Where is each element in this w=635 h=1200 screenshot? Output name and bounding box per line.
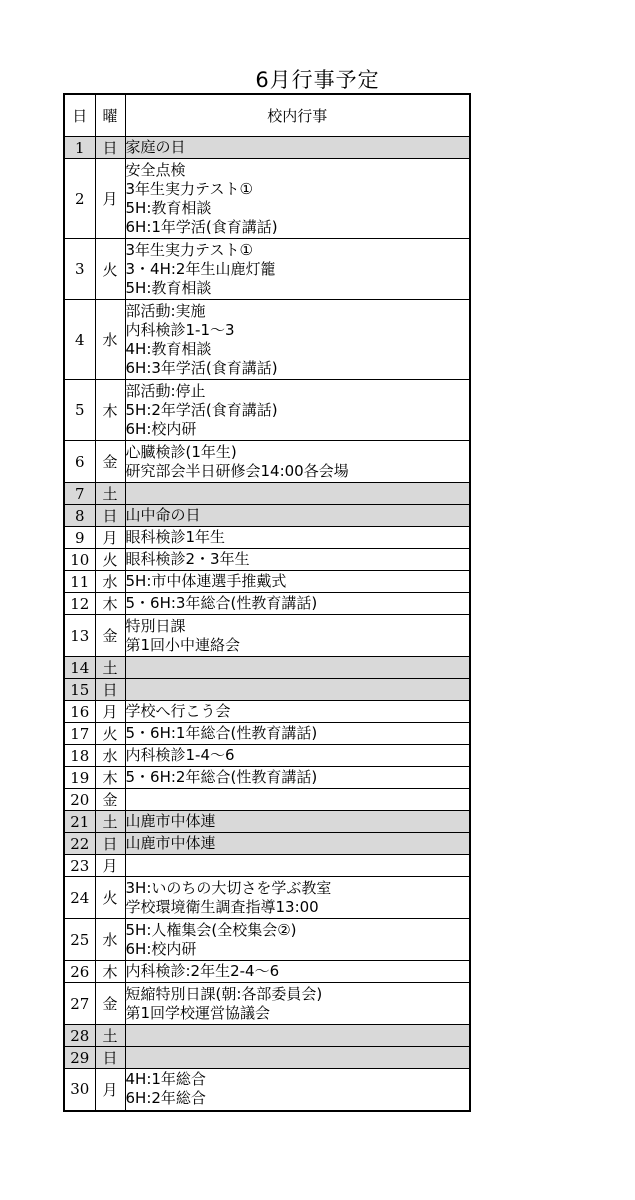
day-cell: 30 xyxy=(64,1069,95,1111)
day-cell: 5 xyxy=(64,380,95,441)
day-cell: 12 xyxy=(64,593,95,615)
header-events: 校内行事 xyxy=(125,94,470,137)
day-cell: 4 xyxy=(64,300,95,380)
event-line: 3H:いのちの大切さを学ぶ教室 xyxy=(125,878,332,897)
weekday-cell: 木 xyxy=(95,767,125,789)
day-cell: 24 xyxy=(64,877,95,919)
table-row xyxy=(64,789,470,811)
day-cell: 29 xyxy=(64,1047,95,1069)
table-row xyxy=(64,505,470,527)
table-row xyxy=(64,159,470,239)
table-row xyxy=(64,679,470,701)
events-cell xyxy=(125,789,470,811)
day-cell: 11 xyxy=(64,571,95,593)
event-line: 4H:1年総合 xyxy=(125,1070,206,1089)
day-cell: 26 xyxy=(64,961,95,983)
schedule-table xyxy=(63,93,471,1112)
event-line: 特別日課 xyxy=(125,616,186,635)
weekday-cell: 水 xyxy=(95,571,125,593)
event-line: 内科検診:2年生2-4～6 xyxy=(125,962,280,980)
page-title: 6月行事予定 xyxy=(255,68,380,92)
weekday-cell: 金 xyxy=(95,615,125,657)
weekday-cell: 土 xyxy=(95,483,125,505)
day-cell: 28 xyxy=(64,1025,95,1047)
events-cell xyxy=(125,380,470,441)
weekday-cell: 水 xyxy=(95,919,125,961)
event-line: 内科検診1-4～6 xyxy=(125,746,235,764)
table-row xyxy=(64,877,470,919)
event-line: 6H:1年学活(食育講話) xyxy=(125,217,278,236)
weekday-cell: 日 xyxy=(95,137,125,159)
events-cell xyxy=(125,919,470,961)
event-line: 5・6H:2年総合(性教育講話) xyxy=(125,768,318,786)
table-header-row xyxy=(64,94,470,137)
events-cell xyxy=(125,679,470,701)
weekday-cell: 木 xyxy=(95,961,125,983)
weekday-cell: 土 xyxy=(95,1025,125,1047)
events-cell xyxy=(125,811,470,833)
weekday-cell: 月 xyxy=(95,527,125,549)
weekday-cell: 日 xyxy=(95,505,125,527)
events-cell xyxy=(125,300,470,380)
table-row xyxy=(64,571,470,593)
day-cell: 25 xyxy=(64,919,95,961)
header-weekday: 曜 xyxy=(95,94,125,137)
events-cell xyxy=(125,855,470,877)
event-line: 第1回小中連絡会 xyxy=(125,635,241,654)
table-row xyxy=(64,833,470,855)
event-line: 6H:校内研 xyxy=(125,939,197,958)
weekday-cell: 火 xyxy=(95,239,125,300)
event-line: 学校へ行こう会 xyxy=(125,702,231,720)
weekday-cell: 月 xyxy=(95,1069,125,1111)
event-line: 5H:2年学活(食育講話) xyxy=(125,400,278,419)
events-cell xyxy=(125,527,470,549)
events-cell xyxy=(125,615,470,657)
table-row xyxy=(64,1025,470,1047)
weekday-cell: 日 xyxy=(95,833,125,855)
weekday-cell: 火 xyxy=(95,877,125,919)
day-cell: 14 xyxy=(64,657,95,679)
events-cell xyxy=(125,983,470,1025)
day-cell: 17 xyxy=(64,723,95,745)
event-line: 学校環境衛生調査指導13:00 xyxy=(125,897,319,916)
table-row xyxy=(64,441,470,483)
event-line: 眼科検診1年生 xyxy=(125,528,226,546)
event-line: 6H:校内研 xyxy=(125,419,197,438)
weekday-cell: 水 xyxy=(95,300,125,380)
day-cell: 2 xyxy=(64,159,95,239)
event-line: 5・6H:3年総合(性教育講話) xyxy=(125,594,318,612)
events-cell xyxy=(125,833,470,855)
table-row xyxy=(64,919,470,961)
event-line: 5H:人権集会(全校集会②) xyxy=(125,920,297,939)
weekday-cell: 月 xyxy=(95,855,125,877)
table-row xyxy=(64,657,470,679)
events-cell xyxy=(125,1069,470,1111)
event-line: 5H:市中体連選手推戴式 xyxy=(125,572,287,590)
weekday-cell: 土 xyxy=(95,811,125,833)
event-line: 3・4H:2年生山鹿灯籠 xyxy=(125,259,276,278)
table-row xyxy=(64,1069,470,1111)
events-cell xyxy=(125,961,470,983)
weekday-cell: 水 xyxy=(95,745,125,767)
table-row xyxy=(64,549,470,571)
event-line: 4H:教育相談 xyxy=(125,339,212,358)
event-line: 3年生実力テスト① xyxy=(125,240,253,259)
day-cell: 8 xyxy=(64,505,95,527)
events-cell xyxy=(125,239,470,300)
weekday-cell: 月 xyxy=(95,159,125,239)
day-cell: 7 xyxy=(64,483,95,505)
event-line: 安全点検 xyxy=(125,160,186,179)
weekday-cell: 金 xyxy=(95,983,125,1025)
event-line: 3年生実力テスト① xyxy=(125,179,253,198)
events-cell xyxy=(125,483,470,505)
event-line: 研究部会半日研修会14:00各会場 xyxy=(125,461,349,480)
day-cell: 20 xyxy=(64,789,95,811)
event-line: 部活動:実施 xyxy=(125,301,206,320)
table-row xyxy=(64,1047,470,1069)
event-line: 6H:3年学活(食育講話) xyxy=(125,358,278,377)
table-row xyxy=(64,855,470,877)
events-cell xyxy=(125,767,470,789)
event-line: 短縮特別日課(朝:各部委員会) xyxy=(125,984,323,1003)
table-row xyxy=(64,615,470,657)
day-cell: 22 xyxy=(64,833,95,855)
weekday-cell: 月 xyxy=(95,701,125,723)
table-row xyxy=(64,745,470,767)
events-cell xyxy=(125,441,470,483)
events-cell xyxy=(125,159,470,239)
weekday-cell: 木 xyxy=(95,593,125,615)
day-cell: 3 xyxy=(64,239,95,300)
weekday-cell: 日 xyxy=(95,1047,125,1069)
event-line: 山鹿市中体連 xyxy=(125,834,216,852)
table-row xyxy=(64,701,470,723)
table-row xyxy=(64,983,470,1025)
table-row xyxy=(64,961,470,983)
event-line: 家庭の日 xyxy=(125,138,186,156)
event-line: 山鹿市中体連 xyxy=(125,812,216,830)
table-row xyxy=(64,811,470,833)
table-row xyxy=(64,137,470,159)
day-cell: 9 xyxy=(64,527,95,549)
events-cell xyxy=(125,549,470,571)
weekday-cell: 金 xyxy=(95,789,125,811)
table-row xyxy=(64,527,470,549)
day-cell: 16 xyxy=(64,701,95,723)
events-cell xyxy=(125,657,470,679)
event-line: 山中命の日 xyxy=(125,506,201,524)
table-row xyxy=(64,380,470,441)
day-cell: 10 xyxy=(64,549,95,571)
table-row xyxy=(64,593,470,615)
events-cell xyxy=(125,723,470,745)
weekday-cell: 木 xyxy=(95,380,125,441)
schedule-body xyxy=(64,137,470,1111)
day-cell: 13 xyxy=(64,615,95,657)
event-line: 5・6H:1年総合(性教育講話) xyxy=(125,724,318,742)
events-cell xyxy=(125,593,470,615)
day-cell: 23 xyxy=(64,855,95,877)
day-cell: 15 xyxy=(64,679,95,701)
event-line: 内科検診1-1～3 xyxy=(125,320,235,339)
day-cell: 1 xyxy=(64,137,95,159)
events-cell xyxy=(125,1025,470,1047)
day-cell: 27 xyxy=(64,983,95,1025)
day-cell: 18 xyxy=(64,745,95,767)
day-cell: 21 xyxy=(64,811,95,833)
events-cell xyxy=(125,1047,470,1069)
weekday-cell: 火 xyxy=(95,723,125,745)
events-cell xyxy=(125,745,470,767)
event-line: 部活動:停止 xyxy=(125,381,206,400)
events-cell xyxy=(125,571,470,593)
weekday-cell: 金 xyxy=(95,441,125,483)
event-line: 6H:2年総合 xyxy=(125,1089,206,1108)
events-cell xyxy=(125,701,470,723)
event-line: 5H:教育相談 xyxy=(125,278,212,297)
weekday-cell: 火 xyxy=(95,549,125,571)
event-line: 第1回学校運営協議会 xyxy=(125,1003,271,1022)
event-line: 眼科検診2・3年生 xyxy=(125,550,250,568)
event-line: 5H:教育相談 xyxy=(125,198,212,217)
table-row xyxy=(64,300,470,380)
day-cell: 19 xyxy=(64,767,95,789)
event-line: 心臓検診(1年生) xyxy=(125,442,237,461)
table-row xyxy=(64,239,470,300)
events-cell xyxy=(125,505,470,527)
weekday-cell: 日 xyxy=(95,679,125,701)
day-cell: 6 xyxy=(64,441,95,483)
events-cell xyxy=(125,877,470,919)
weekday-cell: 土 xyxy=(95,657,125,679)
table-row xyxy=(64,767,470,789)
events-cell xyxy=(125,137,470,159)
header-day: 日 xyxy=(64,94,95,137)
table-row xyxy=(64,723,470,745)
table-row xyxy=(64,483,470,505)
